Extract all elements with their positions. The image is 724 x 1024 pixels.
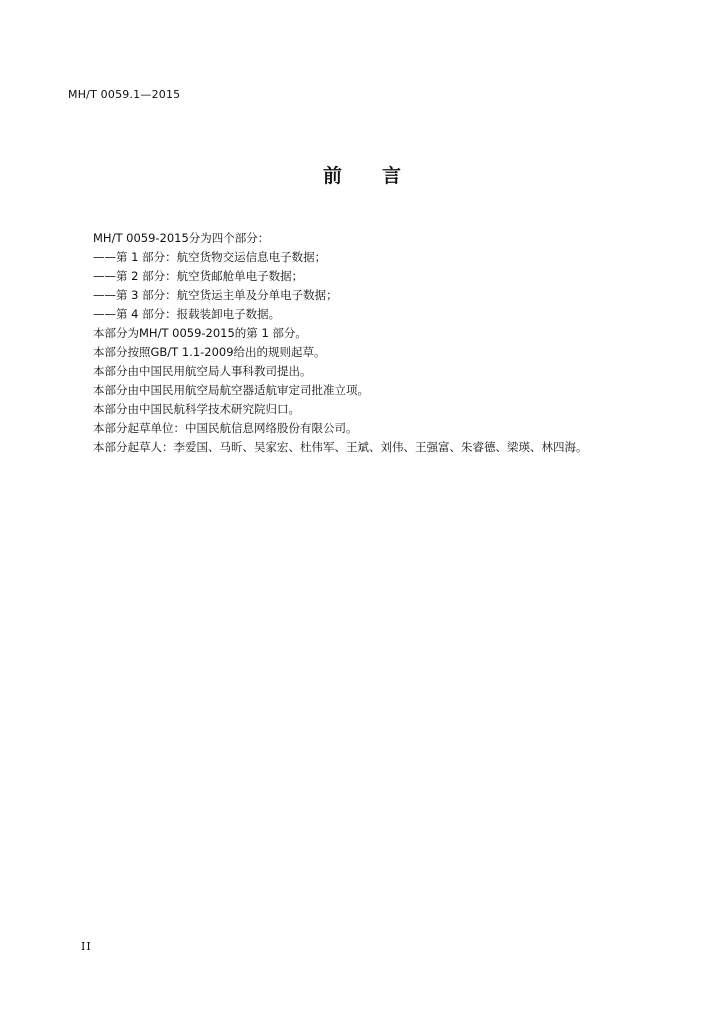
list-item-part-4: ——第 4 部分：报载装卸电子数据。 bbox=[93, 307, 281, 321]
document-code-header: MH/T 0059.1—2015 bbox=[68, 88, 181, 101]
title-char-2: 言 bbox=[382, 165, 402, 187]
page-title bbox=[0, 161, 724, 188]
paragraph-drafting-rules: 本部分按照GB/T 1.1-2009给出的规则起草。 bbox=[93, 345, 326, 359]
paragraph-this-part: 本部分为MH/T 0059-2015的第 1 部分。 bbox=[93, 326, 307, 340]
list-item-part-2: ——第 2 部分：航空货邮舱单电子数据； bbox=[93, 269, 304, 283]
title-char-1: 前 bbox=[322, 165, 342, 187]
paragraph-drafting-unit: 本部分起草单位：中国民航信息网络股份有限公司。 bbox=[93, 421, 358, 435]
paragraph-drafters: 本部分起草人：李爱国、马昕、吴家宏、杜伟军、王斌、刘伟、王强富、朱睿德、梁瑛、林四海。 bbox=[93, 440, 588, 454]
paragraph-proposed-by: 本部分由中国民用航空局人事科教司提出。 bbox=[93, 364, 312, 378]
list-item-part-3: ——第 3 部分：航空货运主单及分单电子数据； bbox=[93, 288, 338, 302]
page-number: II bbox=[81, 940, 92, 953]
paragraph-parts-intro: MH/T 0059-2015分为四个部分： bbox=[93, 231, 270, 245]
paragraph-managed-by: 本部分由中国民航科学技术研究院归口。 bbox=[93, 402, 300, 416]
list-item-part-1: ——第 1 部分：航空货物交运信息电子数据； bbox=[93, 250, 327, 264]
foreword-body bbox=[93, 229, 693, 457]
paragraph-approved-by: 本部分由中国民用航空局航空器适航审定司批准立项。 bbox=[93, 383, 369, 397]
